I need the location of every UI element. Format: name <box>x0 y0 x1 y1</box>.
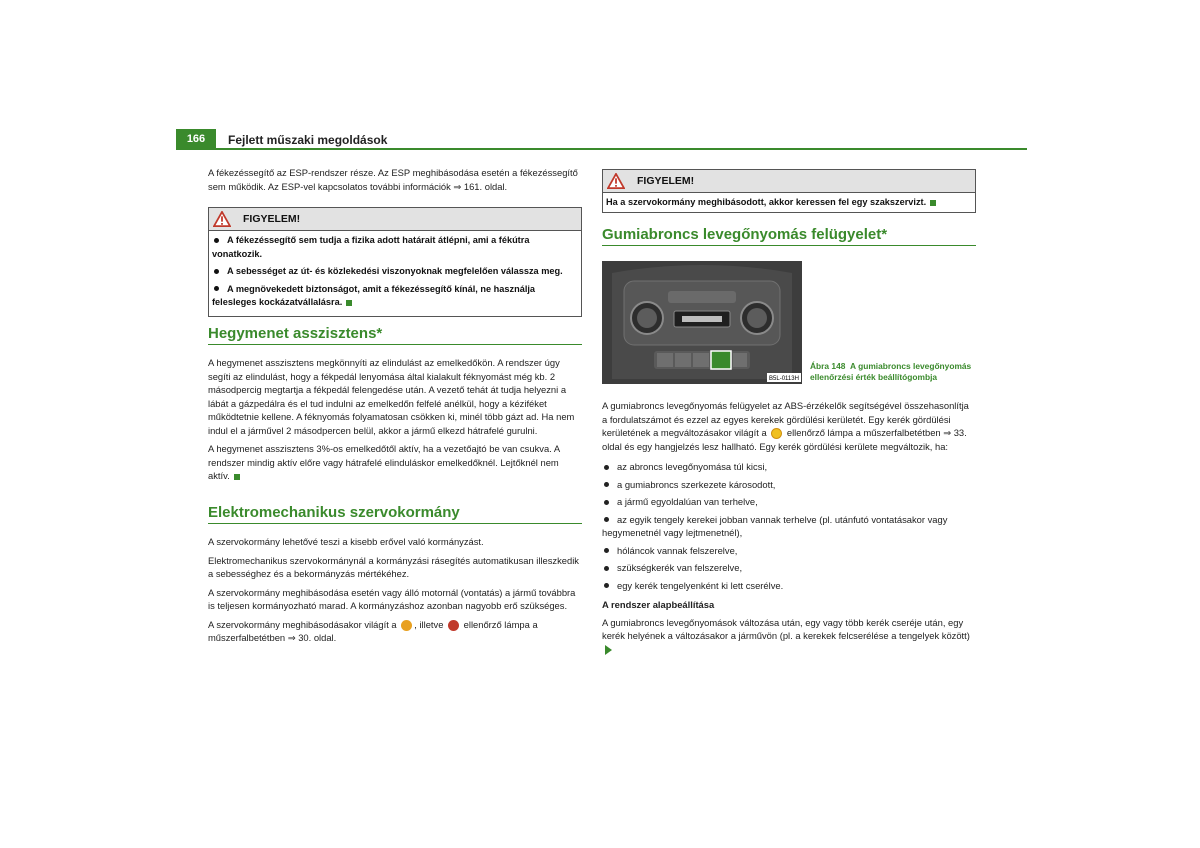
list-item <box>602 513 976 540</box>
list-item <box>602 544 976 558</box>
warning-body <box>209 231 581 316</box>
paragraph-text: A szervokormány meghibásodásakor világít a <box>208 618 397 630</box>
paragraph-text: A gumiabroncs levegőnyomás felügyelet az ABS-érzékelők segítségével összehasonlítja a fordulatszámot és ezzel az egyes kerekek gördülési kerületét. Egy kerék gördülési kerületének a megváltozásakor világít a <box>602 400 969 438</box>
intro-line-1: A fékezéssegítő az ESP-rendszer része. Az ESP meghibásodása esetén a fékezéssegítő <box>208 167 578 178</box>
continue-arrow-icon <box>605 645 612 655</box>
section-heading-hill-assist <box>208 324 582 345</box>
warning-text: Ha a szervokormány meghibásodott, akkor keressen fel egy szakszervizt. <box>606 197 927 207</box>
paragraph-text: , illetve <box>414 618 444 630</box>
end-square-icon <box>346 300 352 306</box>
warning-item-text: A sebességet az út- és közlekedési viszonyoknak megfelelően válassza meg. <box>227 266 563 276</box>
warning-triangle-icon <box>213 211 231 227</box>
section-heading-power-steering <box>208 503 582 524</box>
list-item <box>602 495 976 509</box>
list-item <box>602 460 976 474</box>
bullet-icon <box>604 566 609 571</box>
bullet-icon <box>214 286 219 291</box>
warning-item-text: A megnövekedett biztonságot, amit a fékezéssegítő kínál, ne használja felesleges kockázatvállalásra. <box>212 283 536 307</box>
bullet-icon <box>604 548 609 553</box>
power-steering-text <box>208 535 582 650</box>
list-item-text: szükségkerék van felszerelve, <box>617 562 743 573</box>
warning-triangle-icon <box>607 173 625 189</box>
bullet-icon <box>604 500 609 505</box>
bullet-icon <box>604 583 609 588</box>
warning-box-left <box>208 207 582 317</box>
list-item <box>602 579 976 593</box>
list-item-text: a jármű egyoldalúan van terhelve, <box>617 496 758 507</box>
warning-header <box>603 170 975 193</box>
steering-warning-yellow-icon <box>401 620 412 631</box>
paragraph: Elektromechanikus szervokormánynál a kormányzási rásegítés automatikusan illeszkedik a sebességhez és a bekormányzás mértékéhez. <box>208 554 579 579</box>
header-rule <box>216 148 1027 150</box>
intro-line-2: sem működik. Az ESP-vel kapcsolatos további információk ⇒ 161. oldal. <box>208 180 508 192</box>
paragraph-text: ellenőrző lámpa a műszerfalbetétben ⇒ 30. oldal. <box>208 618 538 643</box>
figure-caption <box>810 361 985 383</box>
paragraph: A hegymenet asszisztens megkönnyíti az elindulást az emelkedőkön. A rendszer úgy segíti az elindulást, hogy a fékpedál lenyomása által kialakult féknyomást még kb. 2 másodpercig megtartja a fékpedál felengedése után. A vezető tehát át tudja helyezni a lábát a gázpedálra és el tud indulni az emelkedőn felfelé anélkül, hogy a kéziféket működtetnie kellene. A féknyomás folyamatosan csökken ki, minél több gázt ad. Ha nem indul el a járművel 2 másodpercen belül, akkor a jármű elkezd hátrafelé gurulni. <box>208 357 575 436</box>
warning-body <box>603 193 975 212</box>
end-square-icon <box>234 474 240 480</box>
bullet-icon <box>604 482 609 487</box>
section-rule <box>602 245 976 246</box>
caption-text: A gumiabroncs levegőnyomás <box>850 361 972 371</box>
hill-assist-text <box>208 356 582 488</box>
bullet-icon <box>604 465 609 470</box>
warning-item-text: A fékezéssegítő sem tudja a fizika adott határait átlépni, ami a fékútra vonatkozik. <box>212 235 530 259</box>
warning-title: FIGYELEM! <box>637 175 695 187</box>
paragraph <box>602 399 976 453</box>
paragraph <box>208 442 582 483</box>
tpms-text <box>602 399 976 661</box>
warning-header <box>209 208 581 231</box>
warning-item <box>212 283 578 310</box>
paragraph-text: ellenőrző lámpa a műszerfalbetétben ⇒ 33. oldal és egy hangjelzés lesz hallható. Egy kerék gördülési kerülete megváltozik, ha: <box>602 427 967 452</box>
paragraph-text: A gumiabroncs levegőnyomások változása után, egy vagy több kerék cseréje után, egy kerék helyének a változásakor a járművön (pl. a kerekek felcserélése a tengelyek között) <box>602 616 970 641</box>
left-intro <box>208 166 582 193</box>
section-title: Elektromechanikus szervokormány <box>208 504 460 521</box>
figure-climate-panel <box>602 261 802 384</box>
paragraph-text: A hegymenet asszisztens 3%-os emelkedőtől aktív, ha a vezetőajtó be van csukva. A rendszer mindig aktív előre vagy hátrafelé elinduláskor emelkedőknél. Lejtőknél nem aktív. <box>208 443 560 481</box>
warning-title: FIGYELEM! <box>243 213 301 225</box>
section-heading-tpms <box>602 225 976 246</box>
page-number: 166 <box>176 129 216 150</box>
section-title: Gumiabroncs levegőnyomás felügyelet* <box>602 226 888 243</box>
paragraph <box>208 618 582 645</box>
bullet-icon <box>604 517 609 522</box>
list-item <box>602 478 976 492</box>
bullet-icon <box>214 238 219 243</box>
climate-panel-image <box>602 261 802 384</box>
tpms-warning-icon <box>771 428 782 439</box>
steering-warning-red-icon <box>448 620 459 631</box>
bullet-icon <box>214 269 219 274</box>
caption-number: Ábra 148 <box>810 361 846 371</box>
figure-code: B5L-0113H <box>769 376 799 382</box>
list-item-text: az egyik tengely kerekei jobban vannak terhelve (pl. utánfutó vontatásakor vagy hegymenetnél vagy lejtmenetnél), <box>602 513 948 538</box>
caption-line-2: ellenőrzési érték beállítógombja <box>810 372 938 382</box>
list-item-text: a gumiabroncs szerkezete károsodott, <box>617 478 776 490</box>
subheading: A rendszer alapbeállítása <box>602 599 715 610</box>
paragraph <box>602 616 976 657</box>
list-item <box>602 561 976 575</box>
page-title: Fejlett műszaki megoldások <box>228 133 388 147</box>
warning-item <box>212 265 578 279</box>
caption-line-1 <box>810 361 985 372</box>
paragraph: A szervokormány meghibásodása esetén vagy álló motornál (vontatás) a jármű továbbra is teljesen kormányozható marad. A kormányzáshoz azonban nagyobb erő szükséges. <box>208 586 576 611</box>
section-rule <box>208 344 582 345</box>
list-item-text: az abroncs levegőnyomása túl kicsi, <box>617 461 768 472</box>
list-item-text: hóláncok vannak felszerelve, <box>617 544 738 556</box>
paragraph: A szervokormány lehetővé teszi a kisebb erővel való kormányzást. <box>208 536 484 547</box>
end-square-icon <box>930 200 936 206</box>
warning-box-right <box>602 169 976 213</box>
warning-item <box>212 234 578 261</box>
list-item-text: egy kerék tengelyenként ki lett cserélve. <box>617 579 784 591</box>
section-rule <box>208 523 582 524</box>
section-title: Hegymenet asszisztens* <box>208 325 383 342</box>
